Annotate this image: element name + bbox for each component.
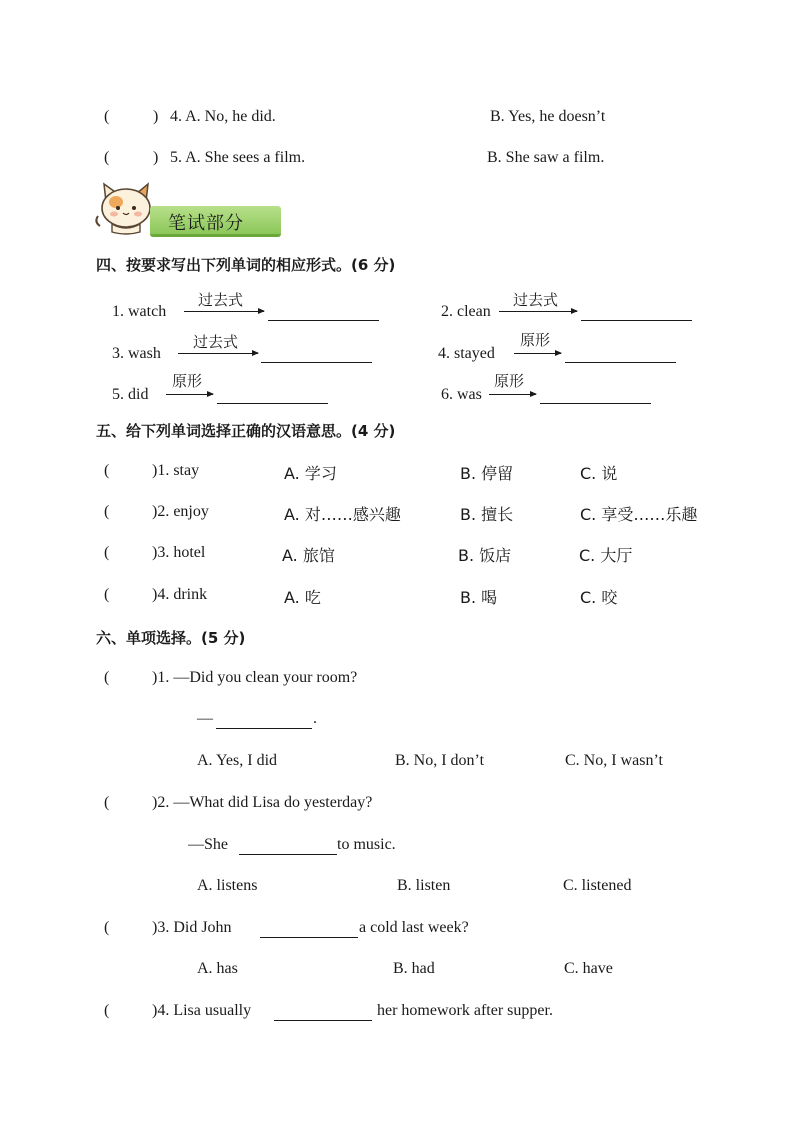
- answer-blank-paren[interactable]: ): [153, 108, 159, 125]
- answer-end: .: [313, 710, 317, 727]
- question-prefix[interactable]: )3. Did John: [152, 919, 232, 936]
- paren-open: (: [104, 462, 110, 479]
- paren-open: (: [104, 544, 110, 561]
- word-item: 4. stayed: [438, 345, 495, 362]
- option-a: A. has: [197, 960, 238, 977]
- question-label[interactable]: )4. drink: [152, 586, 208, 603]
- option-b: B. listen: [397, 877, 451, 894]
- question-suffix: a cold last week?: [359, 919, 469, 936]
- arrow-label: 过去式: [513, 291, 559, 309]
- option-b: B. had: [393, 960, 435, 977]
- arrow-label: 过去式: [198, 291, 244, 309]
- paren-open: (: [104, 919, 110, 936]
- arrow-icon: [178, 353, 258, 354]
- answer-blank[interactable]: [274, 1020, 372, 1021]
- option-a: A. 旅馆: [282, 546, 335, 565]
- option-c: C. 说: [580, 464, 618, 483]
- banner-title: 笔试部分: [168, 213, 244, 234]
- question-label[interactable]: )3. hotel: [152, 544, 206, 561]
- option-c: C. 大厅: [579, 546, 633, 565]
- listening-q4-option-b: B. Yes, he doesn’t: [490, 108, 606, 125]
- arrow-icon: [489, 394, 536, 395]
- answer-prefix: —She: [188, 836, 228, 853]
- section-banner: [150, 206, 281, 237]
- option-a: A. 对……感兴趣: [284, 505, 401, 524]
- listening-q5-option-b: B. She saw a film.: [487, 149, 605, 166]
- option-b: B. 饭店: [458, 546, 512, 565]
- option-c: C. No, I wasn’t: [565, 752, 663, 769]
- question-text[interactable]: )1. —Did you clean your room?: [152, 669, 358, 686]
- option-c: C. 咬: [580, 588, 618, 607]
- arrow-icon: [166, 394, 213, 395]
- option-a: A. 吃: [284, 588, 321, 607]
- word-item: 1. watch: [112, 303, 167, 320]
- option-a: A. 学习: [284, 464, 337, 483]
- question-label[interactable]: )2. enjoy: [152, 503, 209, 520]
- cat-mascot-icon: [92, 180, 158, 238]
- listening-q5-option-a: 5. A. She sees a film.: [170, 149, 306, 166]
- arrow-icon: [514, 353, 561, 354]
- answer-blank[interactable]: [540, 403, 651, 404]
- section6-heading: 六、单项选择。(5 分): [96, 629, 246, 647]
- answer-blank[interactable]: [239, 854, 337, 855]
- option-a: A. Yes, I did: [197, 752, 278, 769]
- word-item: 2. clean: [441, 303, 491, 320]
- answer-blank[interactable]: [216, 728, 312, 729]
- paren-open: (: [104, 108, 110, 125]
- option-b: B. 停留: [460, 464, 514, 483]
- question-prefix[interactable]: )4. Lisa usually: [152, 1002, 252, 1019]
- paren-open: (: [104, 586, 110, 603]
- option-c: C. listened: [563, 877, 632, 894]
- answer-blank-paren[interactable]: ): [153, 149, 159, 166]
- arrow-label: 原形: [172, 372, 203, 390]
- answer-blank[interactable]: [217, 403, 328, 404]
- paren-open: (: [104, 794, 110, 811]
- option-b: B. 喝: [460, 588, 498, 607]
- option-b: B. 擅长: [460, 505, 514, 524]
- arrow-label: 原形: [520, 331, 551, 349]
- question-text[interactable]: )2. —What did Lisa do yesterday?: [152, 794, 373, 811]
- question-label[interactable]: )1. stay: [152, 462, 200, 479]
- option-c: C. have: [564, 960, 613, 977]
- paren-open: (: [104, 149, 110, 166]
- arrow-label: 原形: [494, 372, 525, 390]
- answer-blank[interactable]: [268, 320, 379, 321]
- section4-heading: 四、按要求写出下列单词的相应形式。(6 分): [96, 256, 396, 274]
- word-item: 5. did: [112, 386, 149, 403]
- option-b: B. No, I don’t: [395, 752, 485, 769]
- listening-q4-option-a: 4. A. No, he did.: [170, 108, 276, 125]
- word-item: 6. was: [441, 386, 482, 403]
- section5-heading: 五、给下列单词选择正确的汉语意思。(4 分): [96, 422, 396, 440]
- answer-dash: —: [197, 710, 213, 727]
- paren-open: (: [104, 669, 110, 686]
- paren-open: (: [104, 1002, 110, 1019]
- question-suffix: her homework after supper.: [377, 1002, 553, 1019]
- option-a: A. listens: [197, 877, 258, 894]
- arrow-icon: [184, 311, 264, 312]
- answer-blank[interactable]: [565, 362, 676, 363]
- word-item: 3. wash: [112, 345, 161, 362]
- paren-open: (: [104, 503, 110, 520]
- answer-blank[interactable]: [581, 320, 692, 321]
- option-c: C. 享受……乐趣: [580, 505, 698, 524]
- answer-blank[interactable]: [261, 362, 372, 363]
- arrow-label: 过去式: [193, 333, 239, 351]
- answer-blank[interactable]: [260, 937, 358, 938]
- arrow-icon: [499, 311, 577, 312]
- answer-suffix: to music.: [337, 836, 396, 853]
